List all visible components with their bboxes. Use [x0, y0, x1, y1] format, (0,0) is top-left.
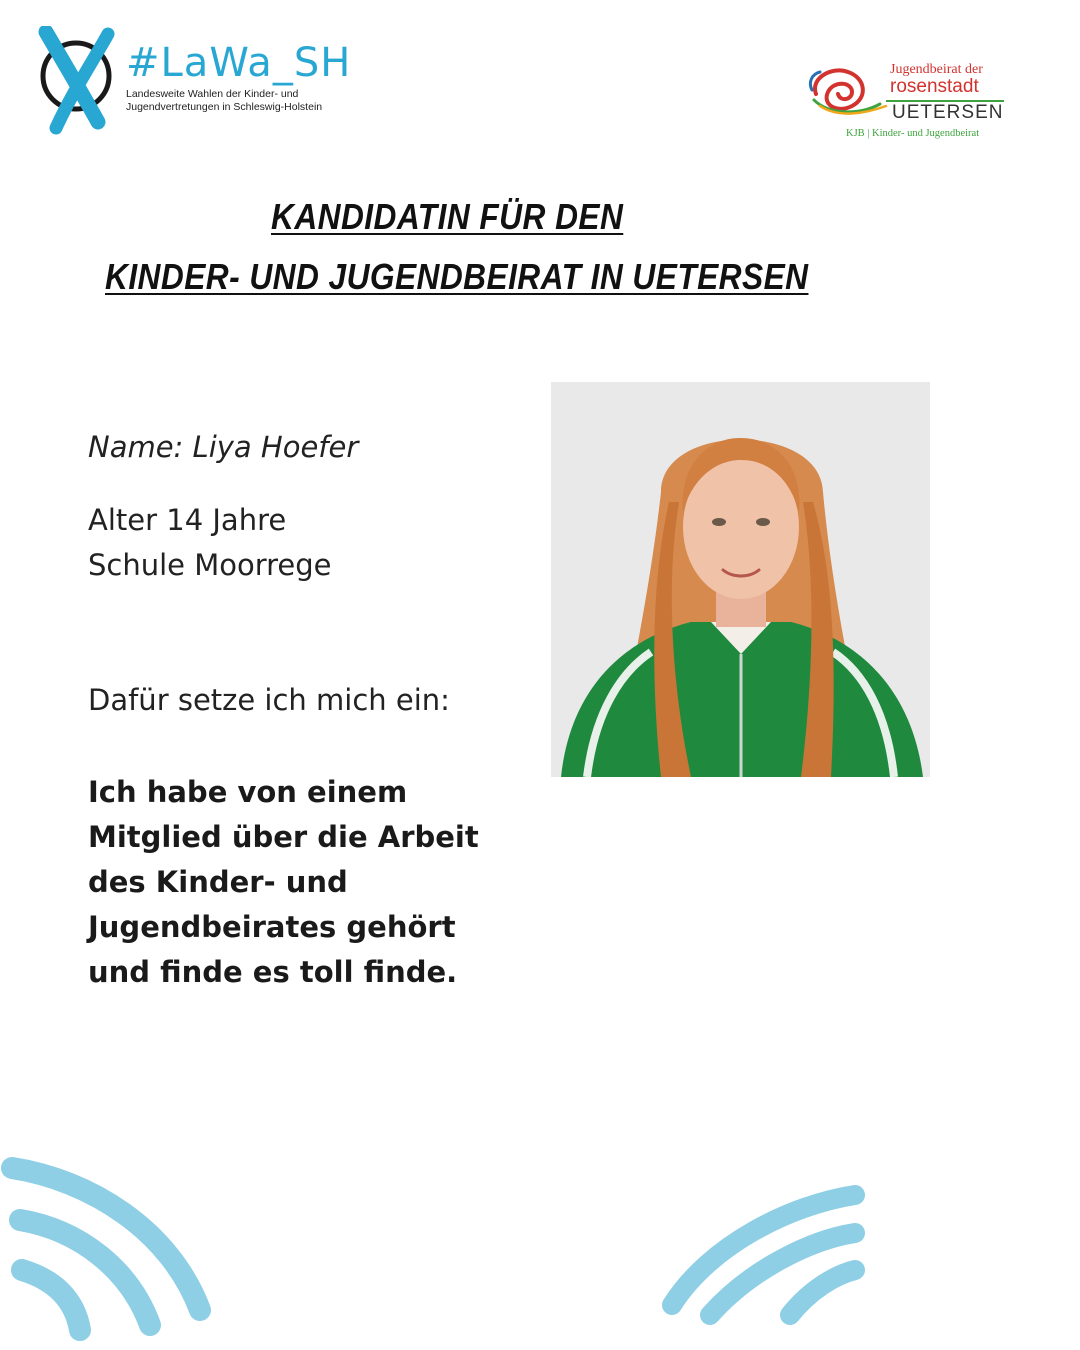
uetersen-line-2: rosenstadt: [890, 76, 979, 97]
statement-line: Ich habe von einem: [88, 775, 408, 809]
statement-line: und finde es toll finde.: [88, 955, 458, 989]
heading-line-1: KANDIDATIN FÜR DEN: [271, 196, 624, 237]
lawa-logo: [38, 26, 358, 136]
uetersen-line-3: UETERSEN: [892, 102, 1004, 123]
lawa-subtitle-1: Landesweite Wahlen der Kinder- und: [126, 88, 299, 100]
statement-line: des Kinder- und: [88, 865, 348, 899]
heading-line-2: KINDER- UND JUGENDBEIRAT IN UETERSEN: [105, 256, 809, 297]
uetersen-line-4: KJB | Kinder- und Jugendbeirat: [846, 128, 980, 139]
lawa-title: #LaWa_SH: [126, 40, 352, 86]
portrait-illustration: [551, 382, 930, 777]
candidate-age: Alter 14 Jahre: [88, 503, 287, 537]
rose-icon: [808, 64, 890, 116]
candidate-photo: [551, 382, 930, 777]
uetersen-logo: [808, 60, 1018, 150]
statement-line: Mitglied über die Arbeit: [88, 820, 479, 854]
candidate-name: Name: Liya Hoefer: [88, 430, 359, 464]
decorative-waves-left: [0, 1150, 230, 1350]
uetersen-line-1: Jugendbeirat der: [890, 62, 983, 77]
decorative-waves-right: [650, 1175, 880, 1350]
ballot-x-icon: [38, 26, 118, 136]
statement-line: Jugendbeirates gehört: [88, 910, 456, 944]
candidate-school: Schule Moorrege: [88, 548, 332, 582]
commitment-label: Dafür setze ich mich ein:: [88, 683, 450, 717]
candidate-statement: [88, 770, 479, 995]
lawa-subtitle-2: Jugendvertretungen in Schleswig-Holstein: [126, 101, 323, 113]
